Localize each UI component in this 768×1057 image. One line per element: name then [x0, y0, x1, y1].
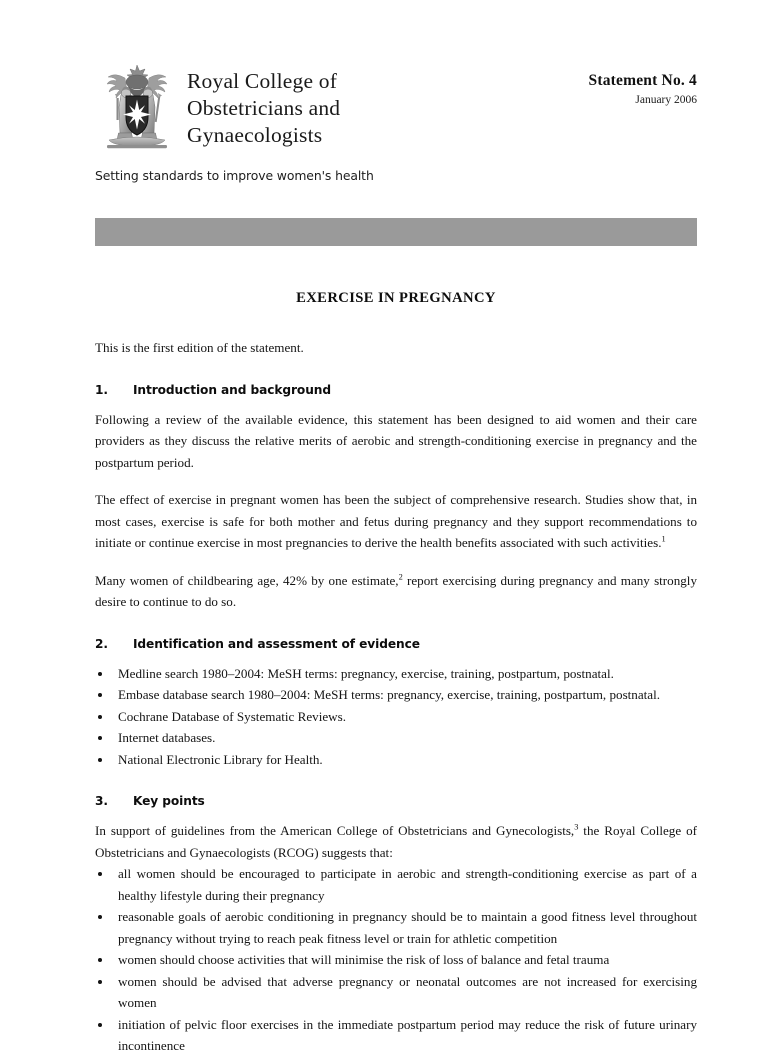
section1-paragraph-2-text: The effect of exercise in pregnant women has been the subject of comprehensive research. Studies show that, in most cases, exercise is safe for both mother and fetus during pregnancy and they support recommendations to initiate or continue exercise in most pregnancies to derive the health benefits associated with such activities. — [95, 492, 697, 550]
statement-date: January 2006 — [635, 94, 697, 106]
list-item: initiation of pelvic floor exercises in the immediate postpartum period may reduce the risk of future urinary incontinence — [95, 1014, 697, 1057]
document-body — [95, 290, 697, 1057]
section3-intro-paragraph — [95, 820, 697, 863]
org-name-line-2: Obstetricians and — [187, 96, 341, 120]
statement-number: Statement No. 4 — [588, 72, 697, 89]
section-number-1: 1. — [95, 382, 108, 397]
section-title-2: Identification and assessment of evidence — [133, 636, 420, 651]
grey-banner-bar — [95, 218, 697, 246]
section3-intro-text-b: the Royal College of Obstetricians and Gynaecologists (RCOG) suggests that: — [95, 823, 697, 860]
page-title: EXERCISE IN PREGNANCY — [296, 290, 496, 306]
section-title-3: Key points — [133, 794, 205, 808]
section1-paragraph-2 — [95, 489, 697, 554]
section1-paragraph-1: Following a review of the available evidence, this statement has been designed to aid women and their care providers as they discuss the relative merits of aerobic and strength-conditioning exercise in pregnancy and the postpartum period. — [95, 411, 697, 470]
list-item: Internet databases. — [95, 727, 697, 749]
organisation-tagline: Setting standards to improve women's health — [95, 168, 374, 183]
list-item: all women should be encouraged to participate in aerobic and strength-conditioning exercise as part of a healthy lifestyle during their pregnancy — [95, 863, 697, 906]
rcog-coat-of-arms-icon — [95, 62, 179, 152]
section2-bullet-list — [95, 663, 697, 771]
list-item: Embase database search 1980–2004: MeSH terms: pregnancy, exercise, training, postpartum, postnatal. — [95, 684, 697, 706]
org-name-line-1: Royal College of — [187, 69, 338, 93]
reference-marker-2: 2 — [398, 572, 403, 582]
section-heading-3 — [95, 794, 697, 808]
organisation-name — [187, 68, 340, 149]
section3-bullet-list — [95, 863, 697, 1057]
list-item: National Electronic Library for Health. — [95, 749, 697, 771]
list-item: women should choose activities that will minimise the risk of loss of balance and fetal trauma — [95, 949, 697, 971]
section-number-3: 3. — [95, 794, 108, 808]
section-heading-2 — [95, 637, 697, 651]
section3-intro-text-a: In support of guidelines from the American College of Obstetricians and Gynecologists, — [95, 823, 575, 838]
list-item: women should be advised that adverse pregnancy or neonatal outcomes are not increased for exercising women — [95, 971, 697, 1014]
reference-marker-1: 1 — [661, 534, 666, 544]
list-item: reasonable goals of aerobic conditioning in pregnancy should be to maintain a good fitness level throughout pregnancy without trying to reach peak fitness level or train for athletic competition — [95, 906, 697, 949]
edition-note: This is the first edition of the statement. — [95, 340, 304, 355]
section-title-1: Introduction and background — [133, 382, 331, 397]
section-heading-1 — [95, 383, 697, 397]
list-item: Medline search 1980–2004: MeSH terms: pregnancy, exercise, training, postpartum, postnatal. — [95, 663, 697, 685]
section1-paragraph-3-text-a: Many women of childbearing age, 42% by one estimate, — [95, 572, 399, 588]
org-name-line-3: Gynaecologists — [187, 123, 323, 147]
section-number-2: 2. — [95, 636, 108, 651]
reference-marker-3: 3 — [574, 822, 579, 832]
document-header — [95, 60, 697, 190]
list-item: Cochrane Database of Systematic Reviews. — [95, 706, 697, 728]
section1-paragraph-3-text-b: report exercising during pregnancy and many strongly desire to continue to do so. — [95, 572, 697, 609]
section1-paragraph-3 — [95, 570, 697, 613]
